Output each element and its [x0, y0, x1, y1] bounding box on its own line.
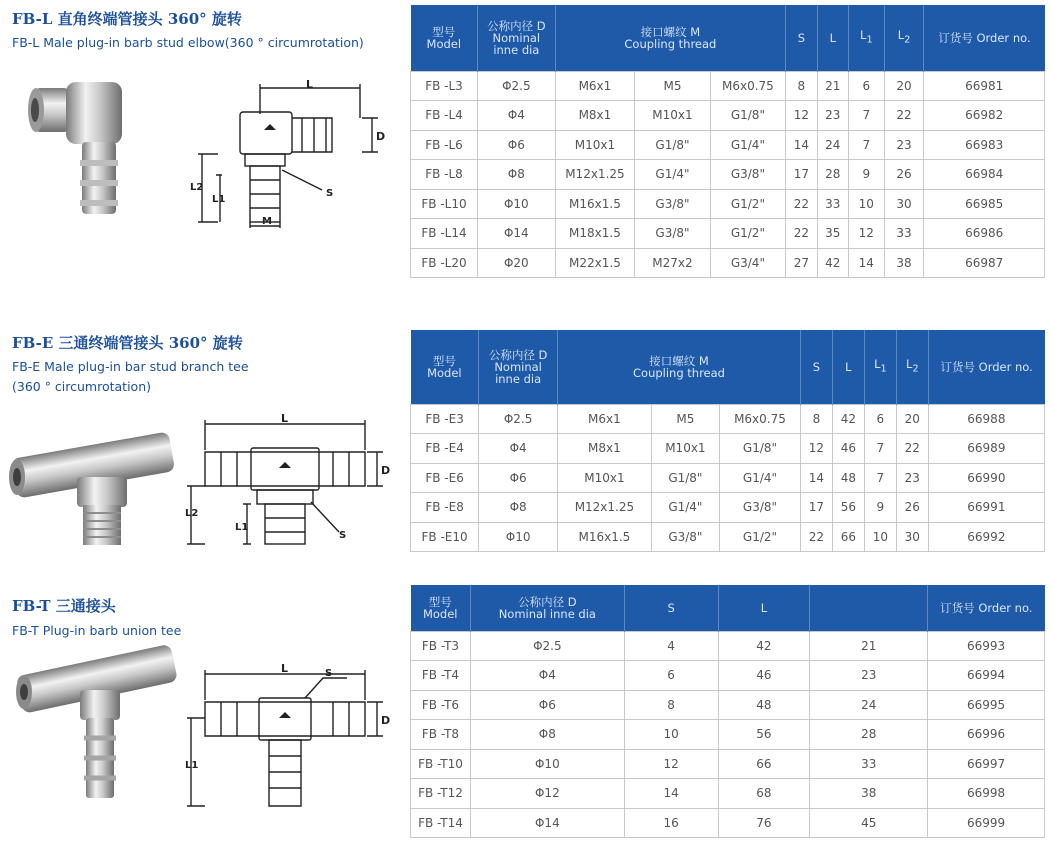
col-l: L [832, 330, 864, 404]
fb-l-table-body [411, 71, 1045, 278]
table-row [411, 522, 1045, 552]
table-cell: 24 [817, 130, 848, 160]
col-order-no: 订货号 Order no. [924, 5, 1045, 71]
table-cell: G1/4" [635, 160, 710, 190]
table-row [411, 404, 1045, 434]
table-cell: 35 [817, 219, 848, 249]
table-cell: 66 [832, 522, 864, 552]
table-cell: 12 [800, 434, 832, 464]
table-row [411, 690, 1045, 720]
table-cell: 12 [786, 101, 817, 131]
col-l1: $L_1$ [849, 5, 885, 71]
table-cell: FB -T8 [411, 720, 471, 750]
fb-t-dim-l1: L1 [185, 760, 199, 771]
table-cell: 10 [849, 189, 885, 219]
table-cell: M10x1 [558, 463, 652, 493]
col-model: 型号 Model [411, 5, 478, 71]
col-l: L [817, 5, 848, 71]
fb-l-product-photo [22, 70, 140, 225]
table-cell: 10 [864, 522, 896, 552]
table-cell: 23 [817, 101, 848, 131]
col-l2: $L_2$ [884, 5, 924, 71]
table-cell: 24 [810, 690, 928, 720]
table-cell: FB -E8 [411, 493, 479, 523]
table-cell: M22x1.5 [555, 248, 635, 278]
table-cell: Φ20 [478, 248, 556, 278]
table-cell: 26 [884, 160, 924, 190]
table-cell: 9 [849, 160, 885, 190]
table-cell: 66997 [928, 749, 1045, 779]
table-cell: M8x1 [558, 434, 652, 464]
table-cell: 14 [624, 779, 718, 809]
table-row [411, 463, 1045, 493]
table-cell: 28 [817, 160, 848, 190]
table-cell: G3/4" [710, 248, 785, 278]
col-nominal-dia: 公称内径 D Nominal inne dia [478, 5, 556, 71]
table-cell: Φ12 [470, 779, 624, 809]
fb-e-table-body [411, 404, 1045, 552]
table-cell: Φ8 [478, 160, 556, 190]
table-cell: 14 [786, 130, 817, 160]
fb-t-dimension-drawing [185, 660, 395, 815]
table-cell: M6x1 [555, 71, 635, 101]
table-cell: M5 [651, 404, 719, 434]
col-l: L [718, 585, 810, 631]
table-cell: 33 [817, 189, 848, 219]
table-cell: FB -L8 [411, 160, 478, 190]
fb-l-dim-l1: L1 [212, 194, 226, 205]
table-cell: M10x1 [555, 130, 635, 160]
table-row [411, 720, 1045, 750]
fb-e-dim-s: S [339, 530, 347, 541]
table-cell: 4 [624, 631, 718, 661]
table-cell: 27 [786, 248, 817, 278]
table-cell: 66992 [928, 522, 1044, 552]
table-row [411, 219, 1045, 249]
fb-e-subtitle-2: (360 ° circumrotation) [12, 379, 152, 394]
table-cell: 42 [718, 631, 810, 661]
table-cell: 12 [624, 749, 718, 779]
fb-e-subtitle-1: FB-E Male plug-in bar stud branch tee [12, 359, 249, 374]
table-cell: M16x1.5 [555, 189, 635, 219]
table-cell: 46 [832, 434, 864, 464]
fb-e-dim-l2: L2 [185, 508, 199, 519]
table-row [411, 101, 1045, 131]
table-cell: 33 [884, 219, 924, 249]
table-cell: 16 [624, 808, 718, 838]
table-cell: 66996 [928, 720, 1045, 750]
col-coupling-thread: 接口螺纹 M Coupling thread [558, 330, 801, 404]
table-cell: FB -L3 [411, 71, 478, 101]
table-cell: 17 [800, 493, 832, 523]
table-cell: G1/4" [719, 463, 800, 493]
table-cell: M12x1.25 [558, 493, 652, 523]
table-cell: FB -T3 [411, 631, 471, 661]
table-cell: 23 [810, 661, 928, 691]
table-cell: 66982 [924, 101, 1045, 131]
table-cell: 66995 [928, 690, 1045, 720]
fb-t-title: FB-T 三通接头 [12, 597, 116, 615]
table-cell: FB -E3 [411, 404, 479, 434]
table-cell: Φ6 [470, 690, 624, 720]
section-fb-t [0, 575, 1052, 842]
fb-l-dim-m: M [262, 216, 272, 227]
fb-t-subtitle: FB-T Plug-in barb union tee [12, 623, 182, 638]
table-cell: M6x0.75 [710, 71, 785, 101]
fb-t-dim-d: D [381, 714, 391, 727]
table-cell: 10 [624, 720, 718, 750]
table-cell: 23 [896, 463, 928, 493]
table-row [411, 631, 1045, 661]
fb-t-product-photo [10, 640, 185, 810]
table-cell: 48 [718, 690, 810, 720]
table-cell: M5 [635, 71, 710, 101]
table-cell: 33 [810, 749, 928, 779]
fb-t-table-body [411, 631, 1045, 838]
col-nominal-dia: 公称内径 D Nominal inne dia [470, 585, 624, 631]
table-cell: 26 [896, 493, 928, 523]
table-cell: 56 [718, 720, 810, 750]
table-cell: FB -T12 [411, 779, 471, 809]
col-model: 型号 Model [411, 330, 479, 404]
col-blank [810, 585, 928, 631]
table-cell: G3/8" [635, 219, 710, 249]
table-cell: 66 [718, 749, 810, 779]
col-coupling-thread: 接口螺纹 M Coupling thread [555, 5, 786, 71]
table-cell: 66987 [924, 248, 1045, 278]
table-cell: 22 [884, 101, 924, 131]
table-cell: 66984 [924, 160, 1045, 190]
table-cell: 6 [849, 71, 885, 101]
table-cell: 30 [884, 189, 924, 219]
table-cell: 66999 [928, 808, 1045, 838]
fb-l-subtitle: FB-L Male plug-in barb stud elbow(360 ° circumrotation) [12, 35, 364, 50]
table-cell: FB -T6 [411, 690, 471, 720]
col-model: 型号 Model [411, 585, 471, 631]
table-cell: 6 [864, 404, 896, 434]
table-cell: G1/4" [710, 130, 785, 160]
table-cell: M6x1 [558, 404, 652, 434]
table-row [411, 248, 1045, 278]
table-cell: 22 [786, 219, 817, 249]
table-cell: G1/4" [651, 493, 719, 523]
fb-t-dim-l: L [281, 662, 289, 675]
table-cell: 8 [800, 404, 832, 434]
table-row [411, 808, 1045, 838]
table-cell: FB -E10 [411, 522, 479, 552]
section-fb-e [0, 300, 1052, 575]
table-cell: G1/2" [710, 189, 785, 219]
fb-l-dim-d: D [376, 130, 386, 143]
table-cell: 7 [849, 101, 885, 131]
col-order-no: 订货号 Order no. [928, 585, 1045, 631]
table-cell: Φ14 [478, 219, 556, 249]
table-cell: Φ8 [479, 493, 558, 523]
fb-l-dim-l2: L2 [190, 182, 204, 193]
table-cell: Φ2.5 [479, 404, 558, 434]
table-cell: G3/8" [651, 522, 719, 552]
table-cell: FB -L4 [411, 101, 478, 131]
fb-e-dim-l: L [281, 412, 289, 425]
table-cell: FB -L14 [411, 219, 478, 249]
table-cell: Φ8 [470, 720, 624, 750]
table-cell: 66989 [928, 434, 1044, 464]
table-cell: Φ14 [470, 808, 624, 838]
table-cell: 38 [810, 779, 928, 809]
col-nominal-dia: 公称内径 D Nominal inne dia [479, 330, 558, 404]
table-cell: Φ4 [478, 101, 556, 131]
table-cell: 42 [832, 404, 864, 434]
table-cell: G3/8" [635, 189, 710, 219]
table-cell: FB -E4 [411, 434, 479, 464]
table-cell: 20 [896, 404, 928, 434]
table-cell: Φ4 [479, 434, 558, 464]
table-cell: 42 [817, 248, 848, 278]
table-cell: G1/8" [719, 434, 800, 464]
table-cell: FB -T4 [411, 661, 471, 691]
table-cell: 14 [800, 463, 832, 493]
table-cell: 8 [624, 690, 718, 720]
table-cell: 66985 [924, 189, 1045, 219]
table-cell: M6x0.75 [719, 404, 800, 434]
table-cell: M16x1.5 [558, 522, 652, 552]
table-cell: 22 [786, 189, 817, 219]
fb-l-title: FB-L 直角终端管接头 360° 旋转 [12, 10, 242, 28]
table-cell: 66981 [924, 71, 1045, 101]
col-l2: $L_2$ [896, 330, 928, 404]
fb-l-dimension-drawing [190, 80, 395, 230]
table-cell: G1/8" [651, 463, 719, 493]
table-cell: G1/2" [719, 522, 800, 552]
table-cell: 76 [718, 808, 810, 838]
fb-e-title: FB-E 三通终端管接头 360° 旋转 [12, 334, 243, 352]
fb-e-dim-l1: L1 [235, 522, 249, 533]
table-cell: 7 [864, 463, 896, 493]
table-cell: G1/2" [710, 219, 785, 249]
table-cell: 66993 [928, 631, 1045, 661]
col-s: S [800, 330, 832, 404]
table-cell: 38 [884, 248, 924, 278]
table-cell: 48 [832, 463, 864, 493]
table-cell: M18x1.5 [555, 219, 635, 249]
table-cell: FB -T10 [411, 749, 471, 779]
table-cell: Φ10 [479, 522, 558, 552]
fb-e-dimension-drawing [185, 410, 395, 560]
table-cell: 66983 [924, 130, 1045, 160]
fb-e-spec-table [410, 330, 1045, 552]
table-cell: Φ2.5 [470, 631, 624, 661]
table-cell: M8x1 [555, 101, 635, 131]
table-cell: 7 [849, 130, 885, 160]
table-cell: 23 [884, 130, 924, 160]
table-cell: Φ10 [478, 189, 556, 219]
table-cell: M12x1.25 [555, 160, 635, 190]
table-cell: 14 [849, 248, 885, 278]
col-s: S [786, 5, 817, 71]
table-cell: 21 [817, 71, 848, 101]
table-cell: 8 [786, 71, 817, 101]
section-fb-l [0, 0, 1052, 300]
table-row [411, 189, 1045, 219]
fb-t-spec-table [410, 585, 1045, 838]
col-order-no: 订货号 Order no. [928, 330, 1044, 404]
table-cell: 22 [896, 434, 928, 464]
table-cell: FB -L10 [411, 189, 478, 219]
fb-e-product-photo [5, 425, 185, 555]
table-cell: G1/8" [710, 101, 785, 131]
table-cell: 66986 [924, 219, 1045, 249]
fb-e-dim-d: D [381, 464, 391, 477]
table-cell: FB -L20 [411, 248, 478, 278]
table-row [411, 779, 1045, 809]
table-cell: 12 [849, 219, 885, 249]
table-row [411, 749, 1045, 779]
fb-l-table-header [411, 5, 1045, 71]
table-cell: FB -T14 [411, 808, 471, 838]
table-row [411, 434, 1045, 464]
fb-t-table-header [411, 585, 1045, 631]
table-cell: 45 [810, 808, 928, 838]
table-cell: G1/8" [635, 130, 710, 160]
table-cell: Φ4 [470, 661, 624, 691]
table-cell: 6 [624, 661, 718, 691]
col-s: S [624, 585, 718, 631]
table-row [411, 160, 1045, 190]
table-cell: 66998 [928, 779, 1045, 809]
table-cell: Φ6 [479, 463, 558, 493]
table-cell: 66990 [928, 463, 1044, 493]
table-cell: 68 [718, 779, 810, 809]
table-cell: 17 [786, 160, 817, 190]
col-l1: $L_1$ [864, 330, 896, 404]
table-cell: 7 [864, 434, 896, 464]
table-row [411, 661, 1045, 691]
table-cell: 28 [810, 720, 928, 750]
table-cell: FB -L6 [411, 130, 478, 160]
table-cell: 66994 [928, 661, 1045, 691]
table-cell: Φ10 [470, 749, 624, 779]
table-cell: 21 [810, 631, 928, 661]
table-cell: G3/8" [719, 493, 800, 523]
table-cell: Φ6 [478, 130, 556, 160]
table-row [411, 130, 1045, 160]
table-cell: M27x2 [635, 248, 710, 278]
table-cell: 30 [896, 522, 928, 552]
table-row [411, 71, 1045, 101]
fb-l-dim-l: L [306, 80, 314, 91]
table-cell: 9 [864, 493, 896, 523]
table-cell: FB -E6 [411, 463, 479, 493]
table-cell: 56 [832, 493, 864, 523]
fb-e-table-header [411, 330, 1045, 404]
table-cell: 22 [800, 522, 832, 552]
table-cell: M10x1 [651, 434, 719, 464]
fb-l-spec-table [410, 5, 1045, 278]
fb-l-dim-s: S [326, 188, 334, 199]
table-cell: M10x1 [635, 101, 710, 131]
table-cell: 20 [884, 71, 924, 101]
table-cell: 66991 [928, 493, 1044, 523]
fb-t-dim-s: S [325, 668, 333, 679]
table-cell: 46 [718, 661, 810, 691]
table-cell: G3/8" [710, 160, 785, 190]
table-row [411, 493, 1045, 523]
table-cell: 66988 [928, 404, 1044, 434]
table-cell: Φ2.5 [478, 71, 556, 101]
